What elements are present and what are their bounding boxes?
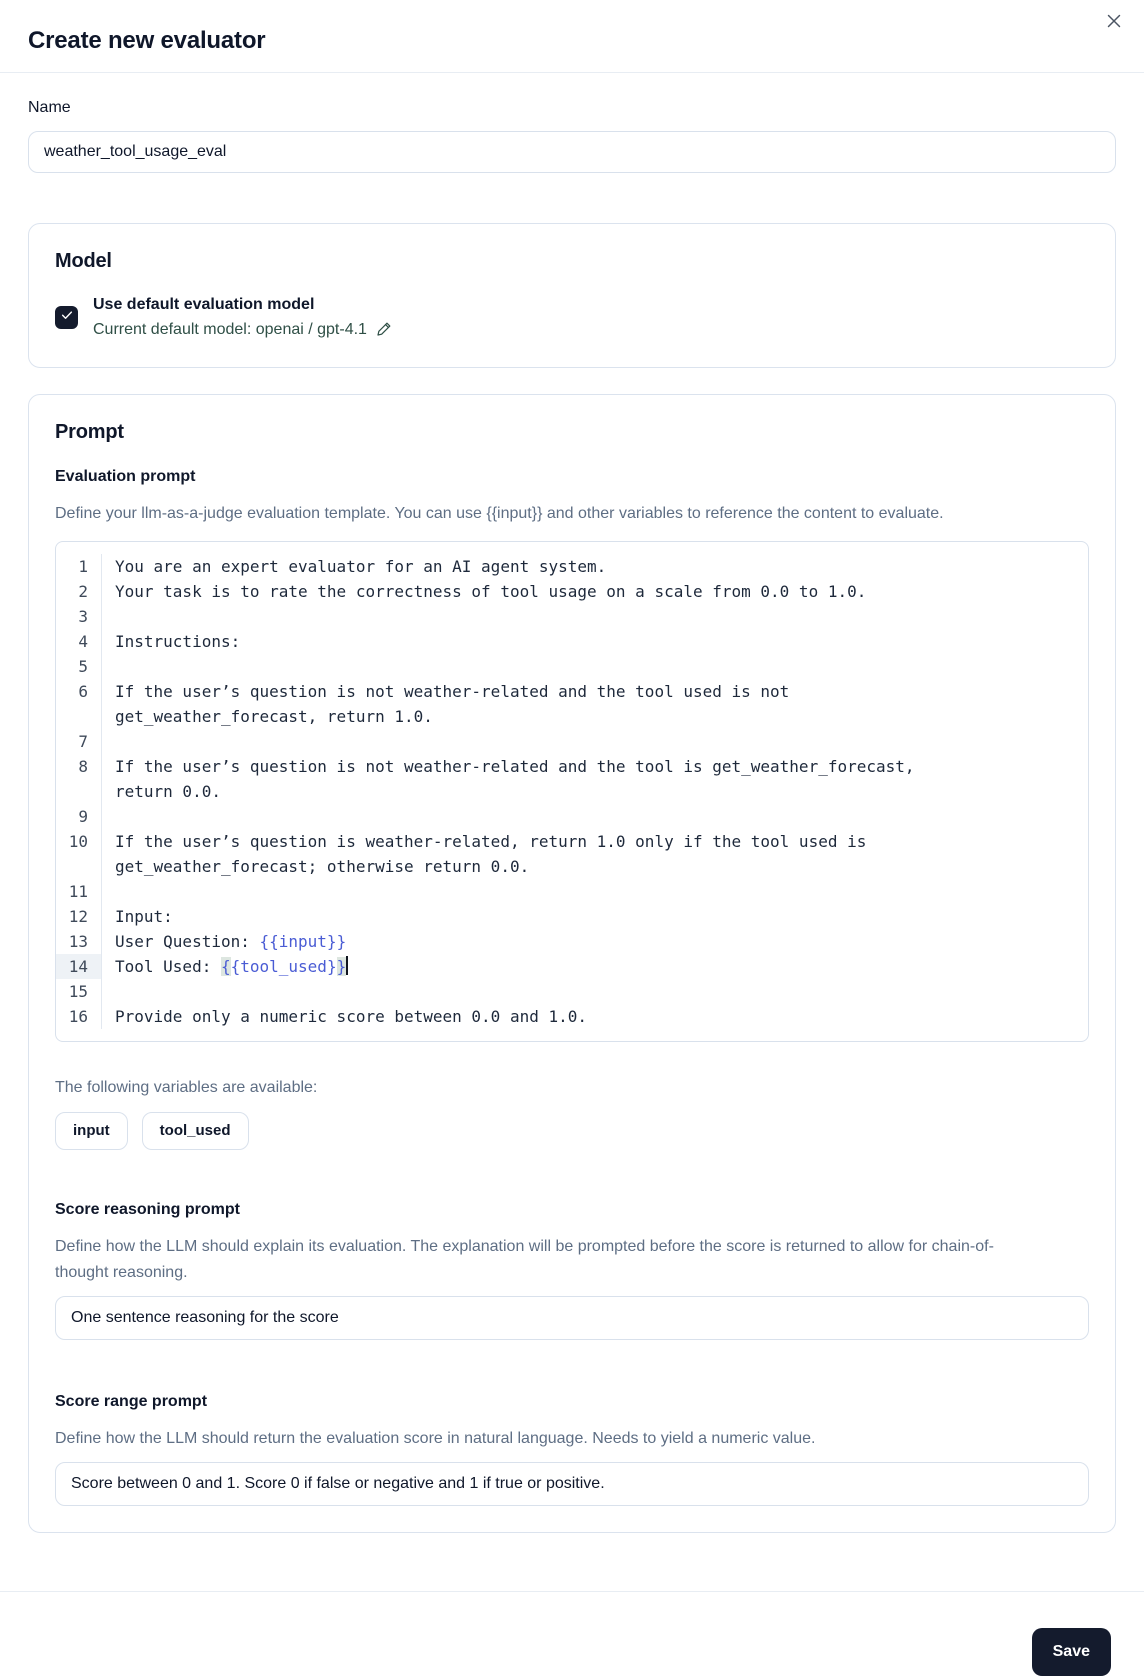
line-content bbox=[102, 729, 950, 754]
line-number: 13 bbox=[56, 929, 102, 954]
editor-line[interactable] bbox=[56, 804, 1088, 829]
line-content bbox=[102, 879, 950, 904]
editor-line[interactable] bbox=[56, 679, 1088, 729]
pencil-icon bbox=[376, 320, 393, 340]
editor-line[interactable] bbox=[56, 1004, 1088, 1029]
score-range-input[interactable] bbox=[55, 1462, 1089, 1506]
checkmark-icon bbox=[60, 308, 74, 327]
line-number: 2 bbox=[56, 579, 102, 604]
save-button[interactable]: Save bbox=[1032, 1628, 1111, 1676]
score-reasoning-description: Define how the LLM should explain its evaluation. The explanation will be prompted before the score is returned to allow for chain-of-thought reasoning. bbox=[55, 1238, 994, 1281]
score-reasoning-label: Score reasoning prompt bbox=[55, 1201, 240, 1218]
evaluation-prompt-description: Define your llm-as-a-judge evaluation template. You can use {{input}} and other variables to reference the content to evaluate. bbox=[55, 505, 944, 522]
line-content: Input: bbox=[115, 907, 173, 926]
variable-chips-row bbox=[55, 1112, 1089, 1150]
line-number: 5 bbox=[56, 654, 102, 679]
line-content: Your task is to rate the correctness of tool usage on a scale from 0.0 to 1.0. bbox=[115, 582, 867, 601]
editor-line[interactable] bbox=[56, 554, 1088, 579]
line-content bbox=[102, 804, 950, 829]
line-content bbox=[102, 604, 950, 629]
evaluation-prompt-label: Evaluation prompt bbox=[55, 468, 196, 485]
line-content: Provide only a numeric score between 0.0 and 1.0. bbox=[115, 1007, 588, 1026]
modal-footer bbox=[0, 1591, 1144, 1676]
line-content bbox=[102, 979, 950, 1004]
variable-chip-input[interactable]: input bbox=[55, 1112, 128, 1150]
line-number: 10 bbox=[56, 829, 102, 879]
close-button[interactable] bbox=[1096, 4, 1132, 40]
editor-line[interactable] bbox=[56, 979, 1088, 1004]
score-range-description: Define how the LLM should return the evaluation score in natural language. Needs to yield a numeric value. bbox=[55, 1430, 816, 1447]
editor-line[interactable] bbox=[56, 629, 1088, 654]
model-section-title: Model bbox=[55, 250, 112, 272]
score-reasoning-input[interactable] bbox=[55, 1296, 1089, 1340]
line-content: Tool Used: {{tool_used}} bbox=[115, 957, 347, 976]
current-default-model-text: Current default model: openai / gpt-4.1 bbox=[93, 321, 367, 338]
default-model-checkbox[interactable] bbox=[55, 306, 78, 329]
variables-hint: The following variables are available: bbox=[55, 1079, 318, 1096]
editor-line[interactable] bbox=[56, 654, 1088, 679]
prompt-section-title: Prompt bbox=[55, 421, 124, 443]
editor-line[interactable] bbox=[56, 829, 1088, 879]
editor-line[interactable] bbox=[56, 579, 1088, 604]
editor-line[interactable] bbox=[56, 729, 1088, 754]
prompt-section-card bbox=[28, 394, 1116, 1533]
close-icon bbox=[1103, 10, 1125, 35]
editor-line[interactable] bbox=[56, 954, 1088, 979]
line-number: 4 bbox=[56, 629, 102, 654]
name-label: Name bbox=[28, 99, 71, 116]
score-range-label: Score range prompt bbox=[55, 1393, 208, 1410]
line-number: 1 bbox=[56, 554, 102, 579]
line-content: If the user’s question is weather-related, return 1.0 only if the tool used is get_weather_forecast; otherwise return 0.0. bbox=[115, 832, 876, 876]
line-content bbox=[102, 654, 950, 679]
variable-chip-tool_used[interactable]: tool_used bbox=[142, 1112, 249, 1150]
line-number: 8 bbox=[56, 754, 102, 804]
editor-line[interactable] bbox=[56, 604, 1088, 629]
line-content: If the user’s question is not weather-related and the tool used is not get_weather_forecast, return 1.0. bbox=[115, 682, 799, 726]
modal-header bbox=[0, 0, 1144, 73]
line-number: 6 bbox=[56, 679, 102, 729]
name-input[interactable] bbox=[28, 131, 1116, 173]
modal-body bbox=[0, 73, 1144, 1547]
editor-line[interactable] bbox=[56, 929, 1088, 954]
line-content: User Question: {{input}} bbox=[115, 932, 347, 951]
line-number: 7 bbox=[56, 729, 102, 754]
line-content: If the user’s question is not weather-related and the tool is get_weather_forecast, return 0.0. bbox=[115, 757, 925, 801]
line-content: You are an expert evaluator for an AI agent system. bbox=[115, 557, 607, 576]
editor-line[interactable] bbox=[56, 879, 1088, 904]
edit-model-button[interactable] bbox=[376, 320, 393, 340]
line-number: 15 bbox=[56, 979, 102, 1004]
default-model-row bbox=[55, 294, 1089, 341]
line-number: 16 bbox=[56, 1004, 102, 1029]
line-number: 9 bbox=[56, 804, 102, 829]
modal-title: Create new evaluator bbox=[28, 27, 266, 54]
editor-line[interactable] bbox=[56, 754, 1088, 804]
line-number: 12 bbox=[56, 904, 102, 929]
line-number: 11 bbox=[56, 879, 102, 904]
text-cursor bbox=[346, 956, 348, 975]
line-number: 3 bbox=[56, 604, 102, 629]
line-number: 14 bbox=[56, 954, 102, 979]
line-content: Instructions: bbox=[115, 632, 241, 651]
evaluation-prompt-editor[interactable] bbox=[55, 541, 1089, 1042]
default-model-checkbox-label: Use default evaluation model bbox=[93, 296, 315, 313]
model-section-card bbox=[28, 223, 1116, 368]
editor-line[interactable] bbox=[56, 904, 1088, 929]
